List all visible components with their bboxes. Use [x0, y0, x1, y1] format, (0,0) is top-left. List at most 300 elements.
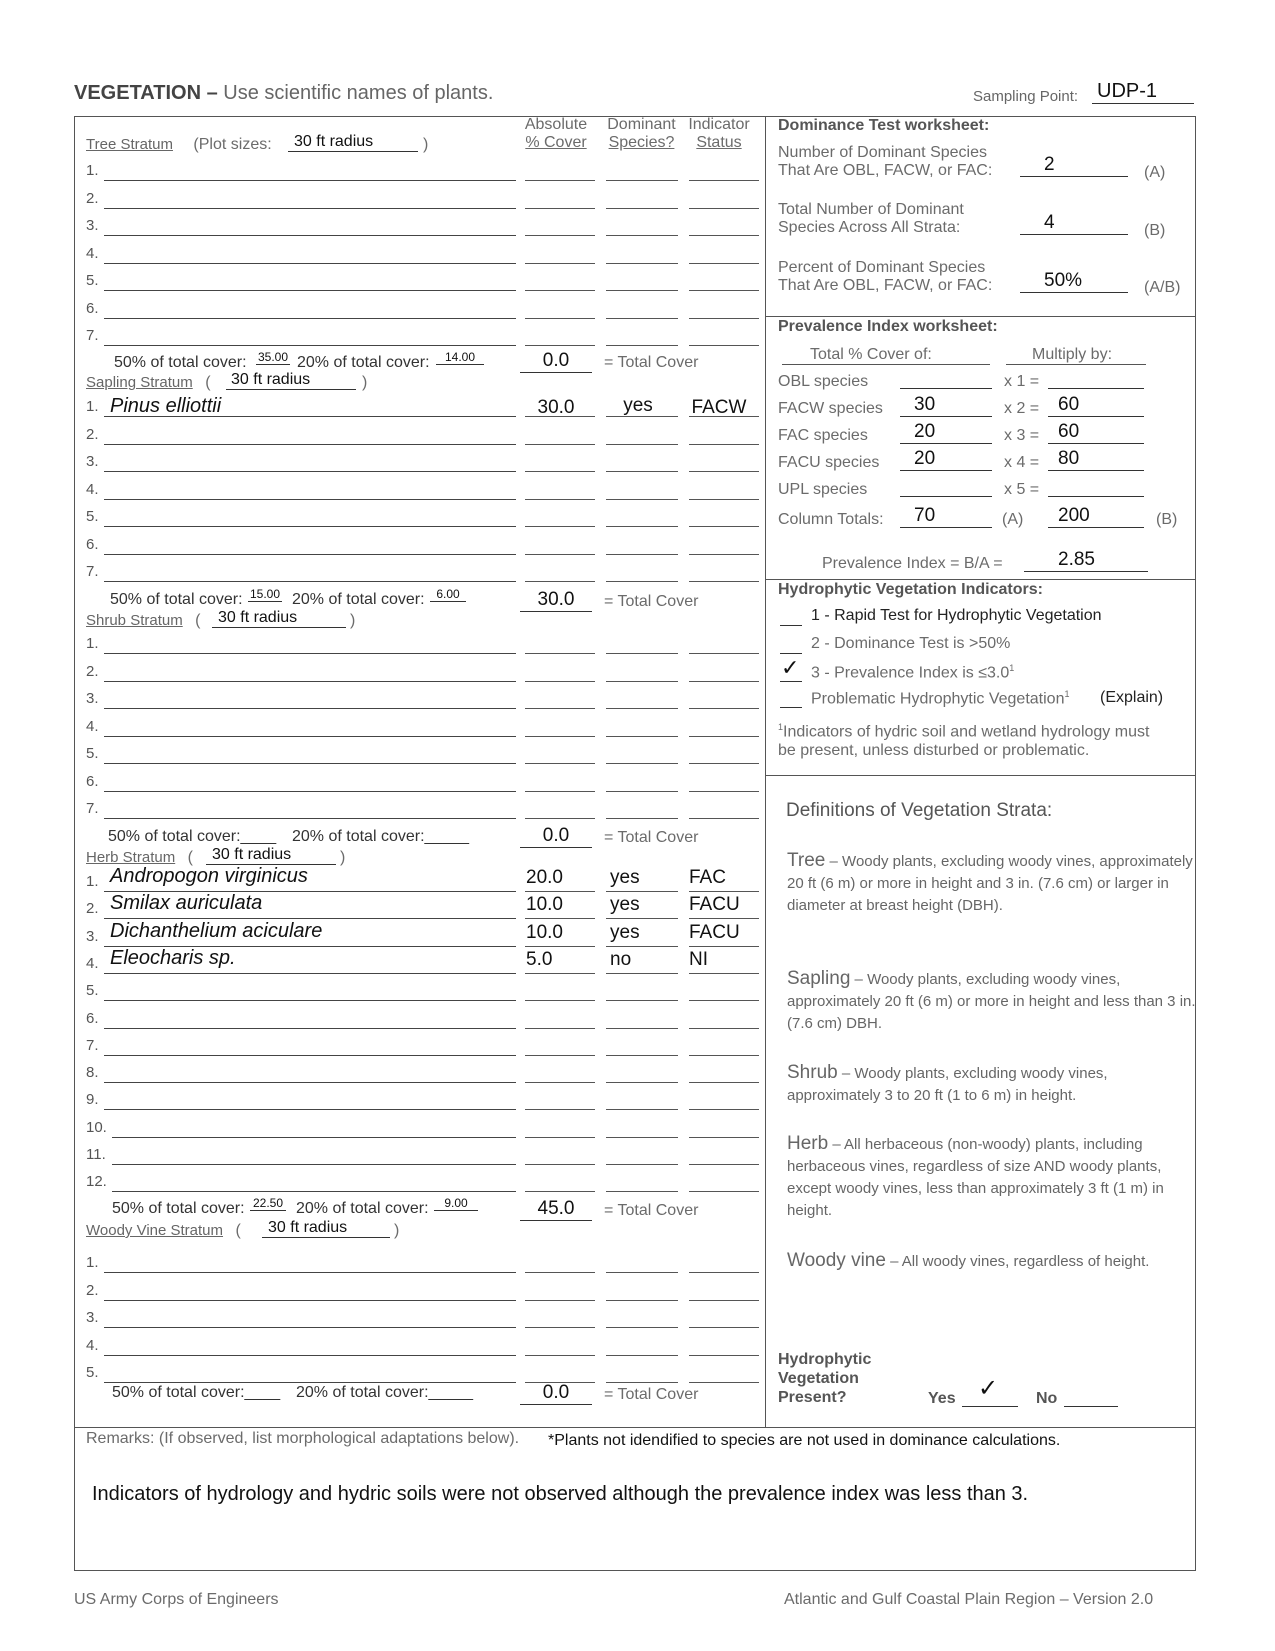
herb-status-line[interactable]	[689, 891, 759, 892]
vine-twenty-label: 20% of total cover:_____	[296, 1384, 474, 1401]
vine-dominant-line[interactable]	[606, 1272, 678, 1273]
dom-line2: Species?	[608, 134, 675, 151]
herb-species-line[interactable]	[104, 1028, 516, 1029]
herb-cover-line[interactable]	[525, 1191, 595, 1192]
herb-species-line[interactable]	[104, 973, 516, 974]
shrub-cover-line[interactable]	[525, 791, 595, 792]
page-title	[74, 82, 493, 105]
shrub-status-line[interactable]	[689, 818, 759, 819]
divider-hydro	[765, 579, 1196, 580]
herb-cover-line[interactable]	[525, 1055, 595, 1056]
shrub-dominant-line[interactable]	[606, 708, 678, 709]
shrub-open: (	[195, 612, 201, 629]
herb-cover-line[interactable]	[525, 1028, 595, 1029]
sapling-cover-line[interactable]	[525, 471, 595, 472]
present-yes-checkmark-icon[interactable]: ✓	[978, 1375, 999, 1402]
sapling-dominant-line[interactable]	[606, 554, 678, 555]
herb-row-number: 5.	[86, 982, 99, 1000]
tree-row-number: 1.	[86, 162, 99, 179]
shrub-species-line[interactable]	[104, 818, 516, 819]
dominance-a-tag: (A)	[1144, 164, 1166, 181]
herb-species-1[interactable]: Andropogon virginicus	[110, 865, 308, 887]
present-line1: Hydrophytic	[778, 1351, 872, 1368]
hydro-footnote-text1: Indicators of hydric soil and wetland hydrology must	[783, 723, 1150, 741]
prevalence-row-result[interactable]	[1048, 475, 1144, 497]
herb-cover-line[interactable]	[525, 973, 595, 974]
sapling-cover-line[interactable]	[525, 554, 595, 555]
sapling-plot-size[interactable]: 30 ft radius	[226, 371, 356, 390]
herb-stratum-label: Herb Stratum	[86, 849, 176, 866]
tree-species-line[interactable]	[104, 290, 516, 291]
tree-cover-line[interactable]	[525, 263, 595, 264]
tree-cover-line[interactable]	[525, 318, 595, 319]
sapling-stratum-header	[86, 374, 211, 392]
vine-row-number: 3.	[86, 1309, 99, 1326]
sapling-species-line[interactable]	[104, 581, 516, 582]
shrub-status-line[interactable]	[689, 763, 759, 764]
herb-species-line[interactable]	[104, 1000, 516, 1001]
herb-status-line[interactable]	[689, 1191, 759, 1192]
vine-species-line[interactable]	[104, 1355, 516, 1356]
tree-dominant-line[interactable]	[606, 235, 678, 236]
herb-status-1[interactable]: FAC	[689, 867, 726, 888]
herb-dominant-line[interactable]	[606, 1000, 678, 1001]
shrub-dominant-line[interactable]	[606, 791, 678, 792]
sapling-status-1[interactable]: FACW	[691, 397, 747, 418]
sapling-species-line[interactable]	[104, 526, 516, 527]
herb-status-line[interactable]	[689, 918, 759, 919]
herb-status-line[interactable]	[689, 1028, 759, 1029]
ind-line2: Status	[696, 134, 742, 151]
sapling-total-label: = Total Cover	[604, 593, 699, 610]
prevalence-row-cover[interactable]	[900, 367, 992, 389]
sapling-dominant-line[interactable]	[606, 444, 678, 445]
herb-status-line[interactable]	[689, 1055, 759, 1056]
herb-dominant-4[interactable]: no	[610, 948, 632, 970]
present-yes-label: Yes	[928, 1390, 956, 1407]
shrub-total-cover[interactable]: 0.0	[520, 825, 592, 848]
shrub-species-line[interactable]	[104, 736, 516, 737]
sapling-dominant-1[interactable]: yes	[623, 395, 653, 416]
indicator-status-header	[683, 116, 755, 152]
sapling-row-number: 3.	[86, 453, 99, 470]
vine-species-line[interactable]	[104, 1382, 516, 1383]
dominance-a-label	[778, 144, 992, 180]
vine-cover-line[interactable]	[525, 1300, 595, 1301]
absolute-cover-header	[520, 116, 592, 152]
herb-cover-4[interactable]: 5.0	[526, 948, 553, 970]
shrub-status-line[interactable]	[689, 791, 759, 792]
prevalence-row-multiplier: x 5 =	[1004, 481, 1040, 498]
sapling-status-line[interactable]	[689, 554, 759, 555]
herb-cover-line[interactable]	[525, 1000, 595, 1001]
shrub-status-line[interactable]	[689, 653, 759, 654]
vine-status-line[interactable]	[689, 1327, 759, 1328]
tree-species-line[interactable]	[104, 208, 516, 209]
hydro-footnote	[778, 718, 1149, 760]
dominance-a-line1: Number of Dominant Species	[778, 144, 987, 161]
dominance-c-tag: (A/B)	[1144, 279, 1181, 296]
herb-row-number: 11.	[86, 1146, 106, 1163]
sapling-twenty-value[interactable]: 6.00	[430, 587, 466, 602]
shrub-stratum-header	[86, 612, 201, 630]
herb-cover-line[interactable]	[525, 1137, 595, 1138]
shrub-dominant-line[interactable]	[606, 681, 678, 682]
shrub-status-line[interactable]	[689, 736, 759, 737]
sapling-status-line[interactable]	[689, 499, 759, 500]
tree-dominant-line[interactable]	[606, 263, 678, 264]
definition-sapling-term: Sapling	[787, 968, 851, 989]
prevalence-row-label: FAC species	[778, 427, 868, 444]
herb-species-3[interactable]: Dichanthelium aciculare	[110, 919, 323, 942]
prevalence-row-result[interactable]: 60	[1048, 394, 1144, 417]
shrub-status-line[interactable]	[689, 681, 759, 682]
herb-species-line[interactable]	[104, 1109, 516, 1110]
shrub-dominant-line[interactable]	[606, 763, 678, 764]
indicator-4-blank[interactable]	[780, 707, 802, 708]
herb-dominant-1[interactable]: yes	[610, 867, 640, 888]
indicator-2-label: 2 - Dominance Test is >50%	[811, 635, 1011, 652]
herb-status-3[interactable]: FACU	[689, 921, 740, 943]
definition-sapling	[787, 968, 1197, 1035]
tree-twenty-value[interactable]: 14.00	[436, 350, 484, 365]
dominance-c-label	[778, 259, 992, 295]
prevalence-row-result[interactable]	[1048, 367, 1144, 389]
shrub-species-line[interactable]	[104, 763, 516, 764]
shrub-cover-line[interactable]	[525, 653, 595, 654]
sapling-row-number: 7.	[86, 563, 99, 580]
herb-dominant-3[interactable]: yes	[610, 921, 640, 943]
herb-status-line[interactable]	[689, 1082, 759, 1083]
vine-species-line[interactable]	[104, 1327, 516, 1328]
sapling-dominant-line[interactable]	[606, 499, 678, 500]
definition-shrub-text: – Woody plants, excluding woody vines, approximately 3 to 20 ft (1 to 6 m) in height.	[787, 1065, 1108, 1104]
prevalence-row-result[interactable]: 80	[1048, 448, 1144, 471]
indicator-3-checkmark-icon[interactable]: ✓	[781, 655, 800, 680]
herb-cover-line[interactable]	[525, 1164, 595, 1165]
herb-twenty-value[interactable]: 9.00	[434, 1196, 478, 1211]
vine-dominant-line[interactable]	[606, 1355, 678, 1356]
herb-dominant-2[interactable]: yes	[610, 894, 640, 916]
herb-dominant-line[interactable]	[606, 1109, 678, 1110]
herb-status-line[interactable]	[689, 973, 759, 974]
tree-status-line[interactable]	[689, 208, 759, 209]
herb-open: (	[187, 849, 193, 866]
herb-total-cover[interactable]: 45.0	[520, 1198, 592, 1221]
footer-left: US Army Corps of Engineers	[74, 1591, 279, 1608]
shrub-species-line[interactable]	[104, 708, 516, 709]
herb-status-2[interactable]: FACU	[689, 894, 740, 916]
tree-cover-line[interactable]	[525, 290, 595, 291]
herb-cover-line[interactable]	[525, 891, 595, 892]
shrub-row-number: 4.	[86, 717, 99, 735]
prevalence-row-cover[interactable]: 20	[900, 448, 992, 471]
vine-row-number: 1.	[86, 1254, 99, 1271]
shrub-row-number: 1.	[86, 635, 99, 652]
tree-species-line[interactable]	[104, 345, 516, 346]
dominance-c-value[interactable]: 50%	[1020, 270, 1128, 293]
vine-status-line[interactable]	[689, 1382, 759, 1383]
tree-stratum-header	[86, 136, 272, 154]
sapling-total-cover[interactable]: 30.0	[520, 589, 592, 612]
vine-species-line[interactable]	[104, 1300, 516, 1301]
tree-status-line[interactable]	[689, 345, 759, 346]
prevalence-row-cover[interactable]: 20	[900, 421, 992, 444]
vine-total-cover[interactable]: 0.0	[520, 1382, 592, 1405]
indicator-3-label	[811, 663, 1014, 682]
tree-row-number: 2.	[86, 189, 99, 207]
tree-species-line[interactable]	[104, 263, 516, 264]
sapling-close: )	[362, 374, 368, 391]
herb-species-line[interactable]	[112, 1137, 516, 1138]
herb-cover-1[interactable]: 20.0	[526, 867, 563, 888]
herb-dominant-line[interactable]	[606, 1082, 678, 1083]
dominance-c-line1: Percent of Dominant Species	[778, 259, 986, 276]
shrub-status-line[interactable]	[689, 708, 759, 709]
vine-dominant-line[interactable]	[606, 1382, 678, 1383]
tree-plot-size[interactable]: 30 ft radius	[288, 133, 418, 152]
dominance-a-line2: That Are OBL, FACW, or FAC:	[778, 162, 993, 179]
herb-status-line[interactable]	[689, 1109, 759, 1110]
prevalence-index-value[interactable]: 2.85	[1024, 549, 1148, 572]
prevalence-row-cover[interactable]	[900, 475, 992, 497]
dominance-b-label	[778, 201, 964, 237]
prevalence-row-multiplier: x 2 =	[1004, 400, 1040, 417]
herb-cover-3[interactable]: 10.0	[526, 921, 563, 943]
herb-plot-size[interactable]: 30 ft radius	[206, 846, 336, 865]
vine-status-line[interactable]	[689, 1300, 759, 1301]
shrub-stratum-label: Shrub Stratum	[86, 612, 183, 629]
shrub-dominant-line[interactable]	[606, 736, 678, 737]
tree-species-line[interactable]	[104, 318, 516, 319]
vine-fifty-label: 50% of total cover:____	[112, 1384, 281, 1401]
herb-status-line[interactable]	[689, 1137, 759, 1138]
column-total-a[interactable]: 70	[900, 505, 992, 528]
herb-species-2[interactable]: Smilax auriculata	[110, 892, 263, 915]
herb-dominant-line[interactable]	[606, 1055, 678, 1056]
tree-species-line[interactable]	[104, 180, 516, 181]
tree-row-number: 7.	[86, 327, 99, 344]
herb-cover-line[interactable]	[525, 946, 595, 947]
sapling-cover-line[interactable]	[525, 499, 595, 500]
definition-vine-term: Woody vine	[787, 1250, 886, 1271]
herb-row-number: 12.	[86, 1173, 107, 1191]
vine-total-label: = Total Cover	[604, 1386, 699, 1403]
dominance-a-value[interactable]: 2	[1020, 154, 1128, 177]
dominance-c-line2: That Are OBL, FACW, or FAC:	[778, 277, 993, 294]
sapling-dominant-line[interactable]	[606, 471, 678, 472]
dominance-b-value[interactable]: 4	[1020, 212, 1128, 235]
tree-row-number: 4.	[86, 244, 99, 262]
shrub-dominant-line[interactable]	[606, 653, 678, 654]
tree-status-line[interactable]	[689, 235, 759, 236]
sapling-species-line[interactable]	[104, 444, 516, 445]
sapling-status-line[interactable]	[689, 581, 759, 582]
sapling-cover-line[interactable]	[525, 526, 595, 527]
title-rest: Use scientific names of plants.	[217, 82, 494, 104]
tree-status-line[interactable]	[689, 318, 759, 319]
indicator-1-blank[interactable]	[780, 625, 802, 626]
sapling-status-line[interactable]	[689, 526, 759, 527]
herb-twenty-label: 20% of total cover:	[296, 1200, 429, 1217]
herb-species-line[interactable]	[112, 1191, 516, 1192]
herb-status-line[interactable]	[689, 1000, 759, 1001]
tree-row-number: 3.	[86, 217, 99, 234]
abs-line2: % Cover	[525, 134, 587, 151]
vine-cover-line[interactable]	[525, 1355, 595, 1356]
herb-dominant-line[interactable]	[606, 973, 678, 974]
shrub-row-number: 6.	[86, 772, 99, 790]
vine-cover-line[interactable]	[525, 1272, 595, 1273]
herb-dominant-line[interactable]	[606, 1137, 678, 1138]
herb-dominant-line[interactable]	[606, 1028, 678, 1029]
herb-fifty-value[interactable]: 22.50	[250, 1196, 286, 1211]
vine-species-line[interactable]	[104, 1272, 516, 1273]
herb-row-number: 4.	[86, 954, 99, 972]
tree-stratum-label: Tree Stratum	[86, 136, 173, 153]
vine-plot-size[interactable]: 30 ft radius	[262, 1219, 390, 1238]
herb-species-4[interactable]: Eleocharis sp.	[110, 946, 236, 969]
herb-total-label: = Total Cover	[604, 1202, 699, 1219]
sampling-point-value[interactable]: UDP-1	[1092, 80, 1194, 104]
indicator-4-label	[811, 689, 1069, 708]
vine-dominant-line[interactable]	[606, 1327, 678, 1328]
tree-total-label: = Total Cover	[604, 354, 699, 371]
tree-dominant-line[interactable]	[606, 318, 678, 319]
herb-dominant-line[interactable]	[606, 1191, 678, 1192]
indicator-3-text: 3 - Prevalence Index is ≤3.0	[811, 664, 1010, 682]
indicator-3-blank[interactable]	[780, 681, 802, 682]
shrub-cover-line[interactable]	[525, 681, 595, 682]
shrub-cover-line[interactable]	[525, 763, 595, 764]
herb-status-line[interactable]	[689, 1164, 759, 1165]
remarks-text[interactable]: Indicators of hydrology and hydric soils were not observed although the prevalence index was less than 3.	[92, 1483, 1029, 1505]
indicator-3-sup: 1	[1009, 663, 1015, 673]
sapling-species-line[interactable]	[104, 499, 516, 500]
sapling-status-line[interactable]	[689, 444, 759, 445]
herb-species-line[interactable]	[104, 1055, 516, 1056]
prevalence-row-label: OBL species	[778, 373, 869, 390]
tree-row-number: 6.	[86, 299, 99, 317]
tree-cover-line[interactable]	[525, 235, 595, 236]
shrub-row-number: 7.	[86, 800, 99, 817]
prevalence-col2: Multiply by:	[1006, 346, 1146, 365]
herb-row-number: 9.	[86, 1091, 99, 1109]
prevalence-col1: Total % Cover of:	[782, 346, 990, 365]
vine-status-line[interactable]	[689, 1355, 759, 1356]
herb-cover-line[interactable]	[525, 1082, 595, 1083]
footer-right: Atlantic and Gulf Coastal Plain Region – Version 2.0	[784, 1591, 1154, 1608]
prevalence-row-cover[interactable]: 30	[900, 394, 992, 417]
prevalence-index-label: Prevalence Index = B/A =	[822, 555, 1003, 572]
tree-cover-line[interactable]	[525, 208, 595, 209]
vine-status-line[interactable]	[689, 1272, 759, 1273]
remarks-label: Remarks: (If observed, list morphological adaptations below).	[86, 1430, 520, 1447]
sapling-cover-line[interactable]	[525, 444, 595, 445]
indicator-2-blank[interactable]	[780, 653, 802, 654]
sapling-species-1[interactable]: Pinus elliottii	[110, 395, 222, 417]
present-yes-blank[interactable]	[962, 1406, 1018, 1407]
sapling-fifty-value[interactable]: 15.00	[249, 587, 281, 601]
remarks-divider	[74, 1427, 1196, 1428]
herb-dominant-line[interactable]	[606, 918, 678, 919]
herb-cover-2[interactable]: 10.0	[526, 894, 563, 916]
tree-dominant-line[interactable]	[606, 345, 678, 346]
tree-status-line[interactable]	[689, 263, 759, 264]
herb-cover-line[interactable]	[525, 1109, 595, 1110]
sapling-species-line[interactable]	[104, 471, 516, 472]
prevalence-row-result[interactable]: 60	[1048, 421, 1144, 444]
dominant-species-header	[604, 116, 679, 152]
herb-species-line[interactable]	[112, 1164, 516, 1165]
tree-dominant-line[interactable]	[606, 208, 678, 209]
column-divider	[765, 116, 766, 1428]
definition-tree	[787, 850, 1197, 917]
sapling-status-line[interactable]	[689, 471, 759, 472]
present-label	[778, 1350, 871, 1407]
shrub-species-line[interactable]	[104, 791, 516, 792]
present-no-blank[interactable]	[1064, 1406, 1118, 1407]
shrub-cover-line[interactable]	[525, 736, 595, 737]
herb-cover-line[interactable]	[525, 918, 595, 919]
herb-status-4[interactable]: NI	[689, 948, 708, 970]
shrub-species-line[interactable]	[104, 653, 516, 654]
sapling-cover-1[interactable]: 30.0	[537, 397, 575, 418]
vine-row-number: 5.	[86, 1364, 99, 1381]
sapling-species-line[interactable]	[104, 554, 516, 555]
plot-sizes-prefix: (Plot sizes:	[193, 136, 272, 153]
shrub-cover-line[interactable]	[525, 708, 595, 709]
herb-species-line[interactable]	[104, 1082, 516, 1083]
shrub-cover-line[interactable]	[525, 818, 595, 819]
vine-row-number: 2.	[86, 1281, 99, 1299]
column-total-b[interactable]: 200	[1048, 505, 1144, 528]
tree-status-line[interactable]	[689, 180, 759, 181]
tree-species-line[interactable]	[104, 235, 516, 236]
sampling-point-label: Sampling Point:	[973, 88, 1079, 105]
definition-herb-term: Herb	[787, 1133, 829, 1154]
present-line2: Vegetation	[778, 1370, 859, 1387]
shrub-plot-size[interactable]: 30 ft radius	[212, 609, 346, 628]
herb-row-number: 8.	[86, 1064, 99, 1082]
tree-fifty-label: 50% of total cover:	[114, 354, 247, 371]
shrub-row-number: 5.	[86, 745, 99, 762]
tree-dominant-line[interactable]	[606, 180, 678, 181]
tree-cover-line[interactable]	[525, 180, 595, 181]
shrub-dominant-line[interactable]	[606, 818, 678, 819]
sapling-cover-line[interactable]	[525, 581, 595, 582]
definition-herb-text: – All herbaceous (non-woody) plants, including herbaceous vines, regardless of size AND woody plants, except woody vines, less than approximately 3 ft (1 m) in height.	[787, 1136, 1164, 1219]
tree-cover-line[interactable]	[525, 345, 595, 346]
tree-total-cover[interactable]: 0.0	[520, 350, 592, 373]
tree-row-number: 5.	[86, 272, 99, 289]
tree-fifty-value[interactable]: 35.00	[257, 350, 289, 364]
sapling-dominant-line[interactable]	[606, 526, 678, 527]
divider-prevalence	[765, 316, 1196, 317]
tree-status-line[interactable]	[689, 290, 759, 291]
herb-dominant-line[interactable]	[606, 1164, 678, 1165]
hydro-footnote-text2: be present, unless disturbed or problematic.	[778, 742, 1090, 760]
shrub-species-line[interactable]	[104, 681, 516, 682]
herb-dominant-line[interactable]	[606, 946, 678, 947]
vine-cover-line[interactable]	[525, 1327, 595, 1328]
tree-dominant-line[interactable]	[606, 290, 678, 291]
vine-dominant-line[interactable]	[606, 1300, 678, 1301]
sapling-dominant-line[interactable]	[606, 581, 678, 582]
herb-status-line[interactable]	[689, 946, 759, 947]
hydro-footnote-sup: 1	[778, 722, 784, 732]
herb-dominant-line[interactable]	[606, 891, 678, 892]
